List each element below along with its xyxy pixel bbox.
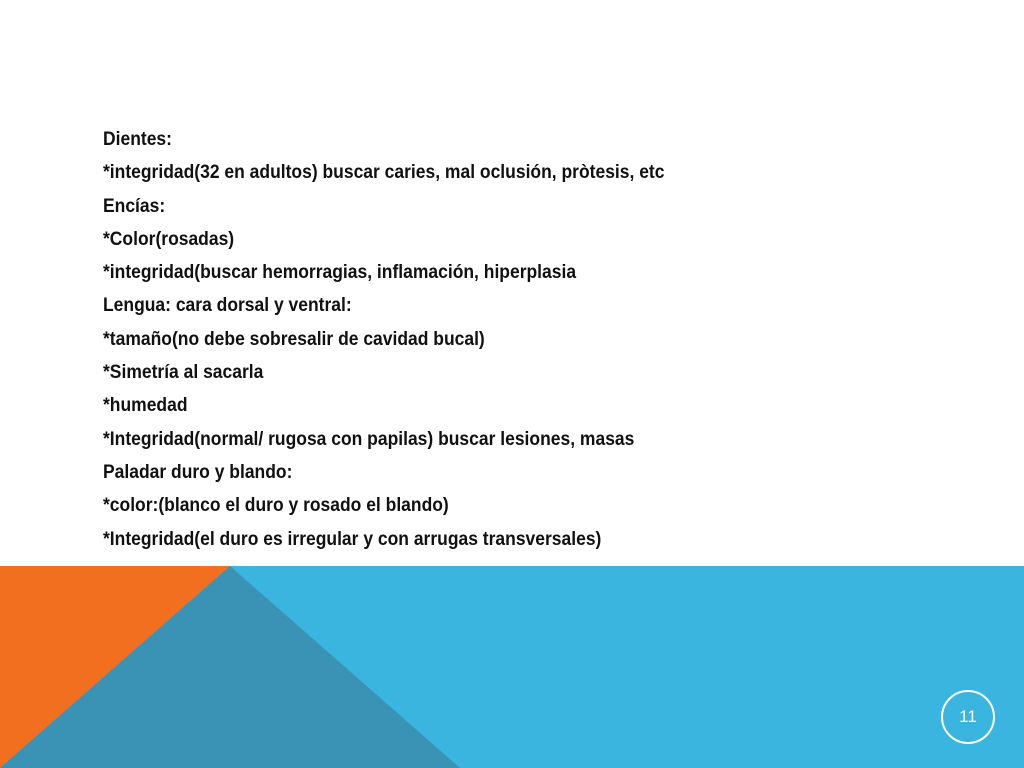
text-line: Encías: [103, 195, 166, 217]
text-line: *color:(blanco el duro y rosado el blando) [103, 495, 449, 517]
text-line: *Color(rosadas) [103, 228, 235, 250]
text-line: *Simetría al sacarla [103, 362, 264, 384]
text-line: *integridad(32 en adultos) buscar caries, mal oclusión, pròtesis, etc [103, 162, 665, 184]
text-line: *integridad(buscar hemorragias, inflamación, hiperplasia [103, 262, 577, 284]
text-line: *Integridad(el duro es irregular y con arrugas transversales) [103, 528, 602, 550]
page-number-badge [941, 690, 995, 744]
slide-body-text [103, 123, 913, 556]
text-line: Dientes: [103, 129, 172, 150]
text-line: *humedad [103, 395, 188, 417]
text-line: *Integridad(normal/ rugosa con papilas) buscar lesiones, masas [103, 428, 635, 450]
page-number: 11 [959, 707, 977, 726]
text-line: Lengua: cara dorsal y ventral: [103, 295, 352, 317]
footer-decoration [0, 566, 1024, 768]
text-line: Paladar duro y blando: [103, 461, 293, 483]
text-line: *tamaño(no debe sobresalir de cavidad bucal) [103, 328, 485, 350]
